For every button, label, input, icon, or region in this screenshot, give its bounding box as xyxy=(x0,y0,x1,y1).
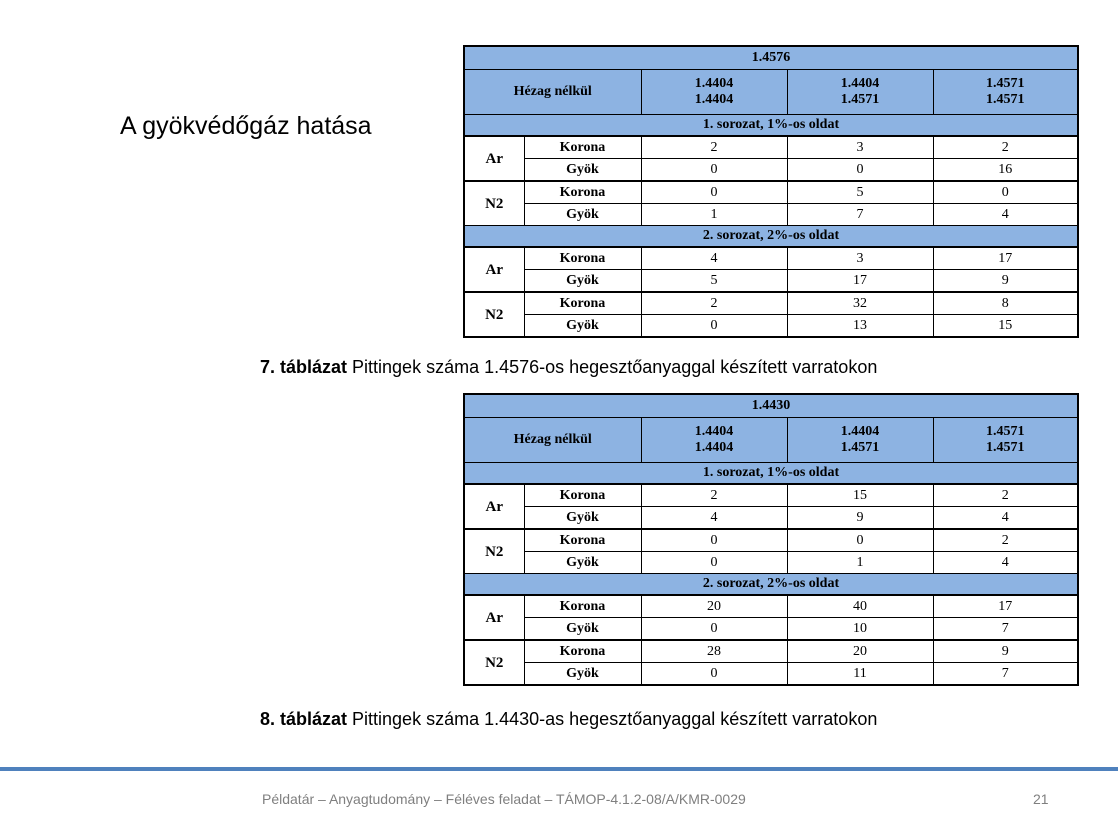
table-cell: 32 xyxy=(787,292,933,315)
table-caption xyxy=(260,357,877,378)
column-header-line: 1.4404 xyxy=(694,440,734,455)
column-header-line: 1.4404 xyxy=(694,92,734,107)
caption-text: Pittingek száma 1.4576-os hegesztőanyaggal készített varratokon xyxy=(347,357,878,377)
table-cell: 0 xyxy=(641,159,787,182)
table-material-title: 1.4576 xyxy=(464,46,1078,70)
table-cell: 0 xyxy=(787,529,933,552)
table-cell: 20 xyxy=(641,595,787,618)
column-header-line: 1.4571 xyxy=(986,440,1025,455)
table-cell: 3 xyxy=(787,136,933,159)
table-row xyxy=(464,552,1078,574)
table-cell: 7 xyxy=(933,618,1078,641)
table-row xyxy=(464,270,1078,293)
table-header-label: Hézag nélkül xyxy=(464,418,641,463)
column-header-line: 1.4571 xyxy=(986,76,1025,91)
table-row xyxy=(464,484,1078,507)
table-cell: 0 xyxy=(641,663,787,686)
table-cell: 2 xyxy=(641,136,787,159)
column-header-line: 1.4571 xyxy=(986,92,1025,107)
table-cell: 20 xyxy=(787,640,933,663)
table-cell: 4 xyxy=(641,507,787,530)
gas-label: N2 xyxy=(464,292,524,337)
row-label: Gyök xyxy=(524,159,641,182)
table-cell: 17 xyxy=(933,595,1078,618)
column-header xyxy=(933,418,1078,463)
table-row xyxy=(464,507,1078,530)
slide-title: A gyökvédőgáz hatása xyxy=(120,112,372,140)
table-cell: 13 xyxy=(787,315,933,338)
row-label: Gyök xyxy=(524,315,641,338)
row-label: Korona xyxy=(524,292,641,315)
section-label: 1. sorozat, 1%-os oldat xyxy=(464,115,1078,137)
column-header-line: 1.4404 xyxy=(694,424,734,439)
section-label: 1. sorozat, 1%-os oldat xyxy=(464,463,1078,485)
table-cell: 4 xyxy=(933,507,1078,530)
column-header-line: 1.4571 xyxy=(840,440,880,455)
table-cell: 0 xyxy=(641,552,787,574)
table-cell: 9 xyxy=(787,507,933,530)
row-label: Korona xyxy=(524,529,641,552)
row-label: Gyök xyxy=(524,552,641,574)
table-cell: 10 xyxy=(787,618,933,641)
column-header xyxy=(641,70,787,115)
table-cell: 28 xyxy=(641,640,787,663)
row-label: Gyök xyxy=(524,204,641,226)
table-cell: 1 xyxy=(641,204,787,226)
column-header-line: 1.4404 xyxy=(694,76,734,91)
caption-text: Pittingek száma 1.4430-as hegesztőanyaggal készített varratokon xyxy=(347,709,878,729)
table-cell: 2 xyxy=(933,136,1078,159)
column-header-line: 1.4404 xyxy=(840,76,880,91)
footer-text: Példatár – Anyagtudomány – Féléves feladat – TÁMOP-4.1.2-08/A/KMR-0029 xyxy=(262,791,746,807)
row-label: Korona xyxy=(524,181,641,204)
table-cell: 4 xyxy=(641,247,787,270)
pitting-table-1-4430 xyxy=(463,393,1079,686)
page-number: 21 xyxy=(1033,791,1049,807)
gas-label: N2 xyxy=(464,181,524,226)
table-material-title: 1.4430 xyxy=(464,394,1078,418)
table-row xyxy=(464,640,1078,663)
table-cell: 5 xyxy=(787,181,933,204)
table-cell: 9 xyxy=(933,640,1078,663)
pitting-table-1-4576 xyxy=(463,45,1079,338)
table-cell: 0 xyxy=(933,181,1078,204)
footer-divider xyxy=(0,767,1118,771)
table-cell: 1 xyxy=(787,552,933,574)
gas-label: Ar xyxy=(464,484,524,529)
table-row xyxy=(464,247,1078,270)
row-label: Gyök xyxy=(524,270,641,293)
row-label: Korona xyxy=(524,136,641,159)
table-row xyxy=(464,204,1078,226)
table-row xyxy=(464,315,1078,338)
row-label: Gyök xyxy=(524,507,641,530)
table-cell: 3 xyxy=(787,247,933,270)
table-cell: 4 xyxy=(933,204,1078,226)
gas-label: Ar xyxy=(464,595,524,640)
table-cell: 8 xyxy=(933,292,1078,315)
table-cell: 0 xyxy=(641,618,787,641)
gas-label: N2 xyxy=(464,640,524,685)
row-label: Korona xyxy=(524,640,641,663)
column-header xyxy=(641,418,787,463)
row-label: Gyök xyxy=(524,663,641,686)
column-header-line: 1.4404 xyxy=(840,424,880,439)
table-cell: 9 xyxy=(933,270,1078,293)
row-label: Korona xyxy=(524,484,641,507)
section-label: 2. sorozat, 2%-os oldat xyxy=(464,226,1078,248)
table-cell: 2 xyxy=(641,292,787,315)
row-label: Gyök xyxy=(524,618,641,641)
table-header-label: Hézag nélkül xyxy=(464,70,641,115)
row-label: Korona xyxy=(524,595,641,618)
table-cell: 15 xyxy=(787,484,933,507)
table-cell: 2 xyxy=(933,529,1078,552)
table-cell: 4 xyxy=(933,552,1078,574)
column-header-line: 1.4571 xyxy=(840,92,880,107)
table-cell: 7 xyxy=(933,663,1078,686)
table-cell: 17 xyxy=(787,270,933,293)
table-cell: 2 xyxy=(933,484,1078,507)
table-row xyxy=(464,136,1078,159)
table-row xyxy=(464,618,1078,641)
gas-label: N2 xyxy=(464,529,524,574)
column-header xyxy=(933,70,1078,115)
table-cell: 5 xyxy=(641,270,787,293)
column-header-line: 1.4571 xyxy=(986,424,1025,439)
table-caption xyxy=(260,709,877,730)
table-cell: 17 xyxy=(933,247,1078,270)
table-cell: 0 xyxy=(641,529,787,552)
table-cell: 0 xyxy=(641,181,787,204)
caption-label: 7. táblázat xyxy=(260,357,348,377)
table-cell: 16 xyxy=(933,159,1078,182)
table-cell: 11 xyxy=(787,663,933,686)
table-row xyxy=(464,159,1078,182)
table-cell: 0 xyxy=(641,315,787,338)
gas-label: Ar xyxy=(464,136,524,181)
table-row xyxy=(464,292,1078,315)
gas-label: Ar xyxy=(464,247,524,292)
table-row xyxy=(464,529,1078,552)
table-cell: 15 xyxy=(933,315,1078,338)
table-row xyxy=(464,181,1078,204)
section-label: 2. sorozat, 2%-os oldat xyxy=(464,574,1078,596)
column-header xyxy=(787,70,933,115)
table-cell: 7 xyxy=(787,204,933,226)
table-cell: 40 xyxy=(787,595,933,618)
table-row xyxy=(464,663,1078,686)
column-header xyxy=(787,418,933,463)
table-row xyxy=(464,595,1078,618)
caption-label: 8. táblázat xyxy=(260,709,348,729)
table-cell: 2 xyxy=(641,484,787,507)
table-cell: 0 xyxy=(787,159,933,182)
row-label: Korona xyxy=(524,247,641,270)
